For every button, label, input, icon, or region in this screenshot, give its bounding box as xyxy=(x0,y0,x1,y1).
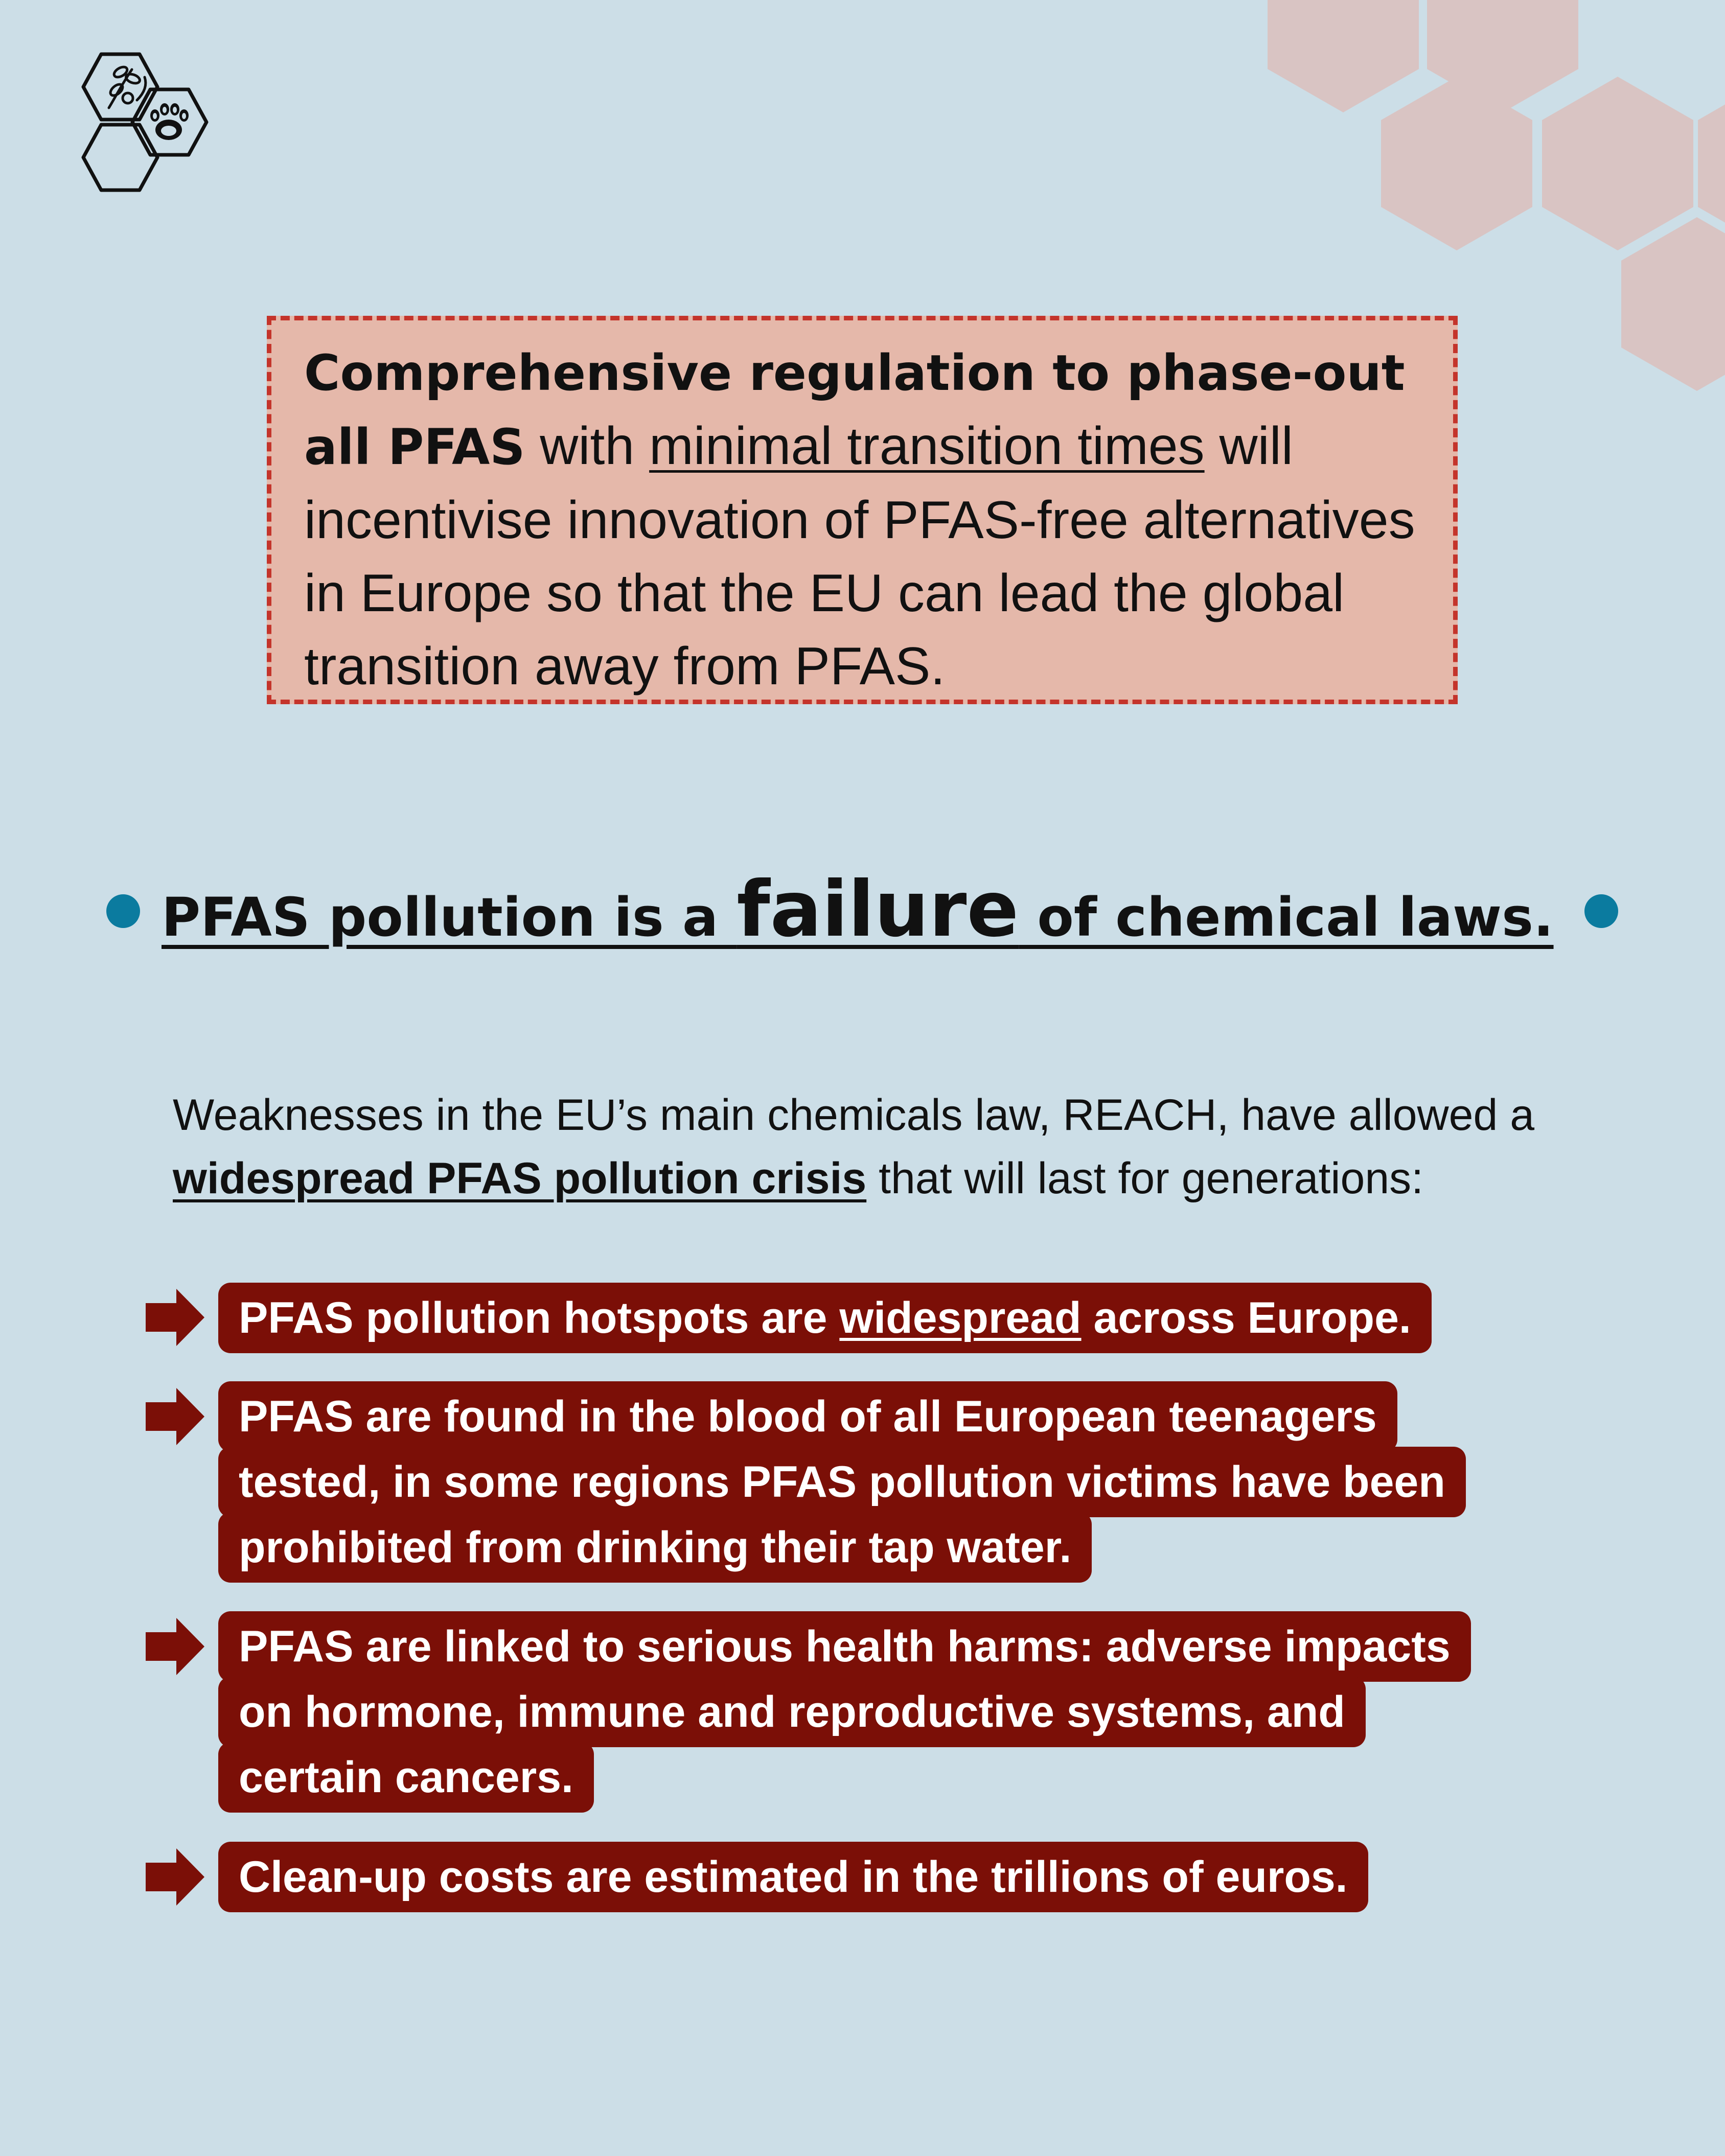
bullet-dot-icon xyxy=(106,894,140,928)
arrow-right-icon xyxy=(146,1848,204,1906)
intro-highlight: widespread PFAS pollution crisis xyxy=(173,1154,867,1203)
bullet-text: across Europe. xyxy=(1081,1293,1411,1342)
section-heading xyxy=(0,851,1725,968)
heading-text xyxy=(162,851,1554,976)
bullet-line: PFAS are linked to serious health harms: adverse impacts xyxy=(218,1611,1471,1682)
heading-part: PFAS pollution is a xyxy=(162,886,737,948)
intro-text: Weaknesses in the EU’s main chemicals law, REACH, have allowed a xyxy=(173,1091,1535,1140)
hexagon-shape xyxy=(1542,77,1693,250)
arrow-right-icon xyxy=(146,1388,204,1445)
bullet-dot-icon xyxy=(1584,894,1618,928)
callout-text: with xyxy=(525,416,650,476)
heading-part: of chemical laws. xyxy=(1019,886,1554,948)
arrow-right-icon xyxy=(146,1289,204,1346)
hexagon-logo-icon xyxy=(60,49,214,202)
heading-emphasis: failure xyxy=(737,865,1019,954)
hexagon-shape xyxy=(1268,0,1419,112)
arrow-right-icon xyxy=(146,1618,204,1675)
bullet-line: prohibited from drinking their tap water. xyxy=(218,1512,1092,1583)
callout-underlined-text: minimal transition times xyxy=(649,416,1205,476)
bullet-text: PFAS pollution hotspots are xyxy=(239,1293,840,1342)
intro-paragraph xyxy=(173,1083,1553,1210)
callout-box xyxy=(267,316,1458,704)
intro-text: that will last for generations: xyxy=(866,1154,1424,1203)
callout-bold-text: Comprehensive regulation to phase-out all PFAS xyxy=(304,344,1405,476)
callout-text: will incentivise innovation of PFAS-free alternatives in Europe so that the EU can lead the global transition away from PFAS. xyxy=(304,416,1415,696)
bullet-underlined-text: widespread xyxy=(839,1293,1082,1342)
hexagon-shape xyxy=(1621,217,1725,391)
bullet-line: on hormone, immune and reproductive systems, and xyxy=(218,1677,1366,1747)
bullet-line: certain cancers. xyxy=(218,1742,594,1813)
bullet-line xyxy=(218,1283,1432,1353)
bullet-line: Clean-up costs are estimated in the trillions of euros. xyxy=(218,1842,1368,1912)
bullet-line: tested, in some regions PFAS pollution victims have been xyxy=(218,1447,1466,1517)
bullet-line: PFAS are found in the blood of all European teenagers xyxy=(218,1381,1397,1452)
